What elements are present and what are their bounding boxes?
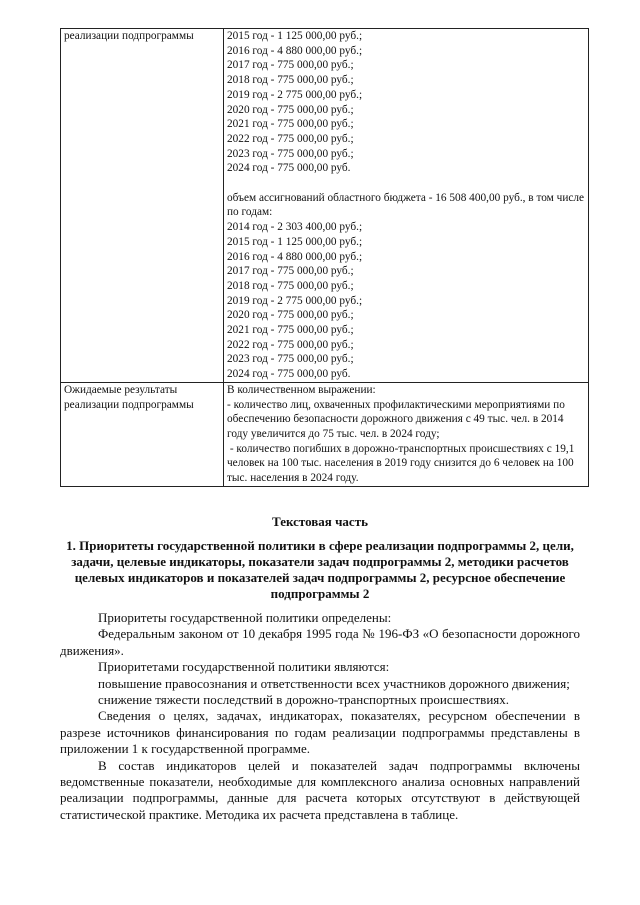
funding-label-cell: [61, 29, 224, 383]
results-text-cell: [224, 382, 589, 486]
text-part-title: Текстовая часть: [272, 514, 368, 529]
paragraph: В состав индикаторов целей и показателей задач подпрограммы включены ведомственные показатели, необходимые для комплексного анализа основных направлений реализации подпрограммы, данные для расчета которых отсутствуют в действующей статистической практике. Методика их расчета представлена в таблице.: [60, 757, 580, 822]
funding-line: 2017 год - 775 000,00 руб.;: [227, 265, 354, 278]
funding-line: 2021 год - 775 000,00 руб.;: [227, 118, 354, 131]
funding-row: [61, 29, 589, 383]
funding-line: 2020 год - 775 000,00 руб.;: [227, 103, 354, 116]
funding-line: 2015 год - 1 125 000,00 руб.;: [227, 30, 363, 42]
funding-line: 2016 год - 4 880 000,00 руб.;: [227, 44, 363, 57]
paragraph: Сведения о целях, задачах, индикаторах, показателях, ресурсном обеспечении в разрезе источников финансирования по годам реализации подпрограммы представлены в приложении 1 к государственной программе.: [60, 708, 580, 757]
results-text: - количество погибших в дорожно-транспортных происшествиях с 19,1 человек на 100 тыс. населения в 2019 году снизится до 6 человек на 100 тыс. населения в 2024 году.: [227, 442, 578, 485]
results-text: В количественном выражении:: [227, 383, 376, 396]
spacer: [227, 176, 585, 191]
passport-table: [60, 28, 585, 487]
results-label-line: Ожидаемые результаты: [64, 383, 178, 396]
funding-line: 2023 год - 775 000,00 руб.;: [227, 147, 354, 160]
funding-line: 2017 год - 775 000,00 руб.;: [227, 59, 354, 72]
results-label-cell: [61, 382, 224, 486]
funding-line: 2024 год - 775 000,00 руб.: [227, 162, 351, 175]
results-label-line: реализации подпрограммы: [64, 398, 194, 411]
funding-line: 2019 год - 2 775 000,00 руб.;: [227, 294, 363, 307]
funding-line: 2022 год - 775 000,00 руб.;: [227, 338, 354, 351]
funding-line: 2019 год - 2 775 000,00 руб.;: [227, 88, 363, 101]
funding-line: 2024 год - 775 000,00 руб.: [227, 368, 351, 381]
funding-line: 2021 год - 775 000,00 руб.;: [227, 324, 354, 337]
paragraph: Приоритеты государственной политики определены:: [98, 610, 392, 625]
paragraph: повышение правосознания и ответственности всех участников дорожного движения;: [98, 675, 570, 691]
funding-line: 2022 год - 775 000,00 руб.;: [227, 132, 354, 145]
funding-line: 2018 год - 775 000,00 руб.;: [227, 74, 354, 87]
funding-line: 2023 год - 775 000,00 руб.;: [227, 353, 354, 366]
results-text: - количество лиц, охваченных профилактическими мероприятиями по обеспечению безопасности дорожного движения с 49 тыс. чел. в 2014 году увеличится до 75 тыс. чел. в 2024 году;: [227, 398, 565, 440]
body-text: [60, 610, 580, 823]
funding-line: 2018 год - 775 000,00 руб.;: [227, 279, 354, 292]
paragraph: Приоритетами государственной политики являются:: [98, 659, 390, 675]
funding-label: реализации подпрограммы: [64, 30, 194, 42]
regional-budget-intro: объем ассигнований областного бюджета - 16 508 400,00 руб., в том числе по годам:: [227, 191, 585, 219]
funding-line: 2015 год - 1 125 000,00 руб.;: [227, 235, 363, 248]
section-heading: 1. Приоритеты государственной политики в сфере реализации подпрограммы 2, цели, задачи, целевые индикаторы, показатели задач подпрограммы 2, методики расчетов целевых индикаторов и показателей задач подпрограммы 2, ресурсное обеспечение подпрограммы 2: [66, 538, 574, 601]
funding-line: 2020 год - 775 000,00 руб.;: [227, 309, 354, 322]
paragraph: снижение тяжести последствий в дорожно-транспортных происшествиях.: [98, 692, 510, 708]
results-row: [61, 382, 589, 486]
funding-line: 2016 год - 4 880 000,00 руб.;: [227, 250, 363, 263]
paragraph: Федеральным законом от 10 декабря 1995 года № 196-ФЗ «О безопасности дорожного движения».: [60, 626, 580, 658]
funding-values-cell: [224, 29, 589, 383]
funding-line: 2014 год - 2 303 400,00 руб.;: [227, 221, 363, 234]
